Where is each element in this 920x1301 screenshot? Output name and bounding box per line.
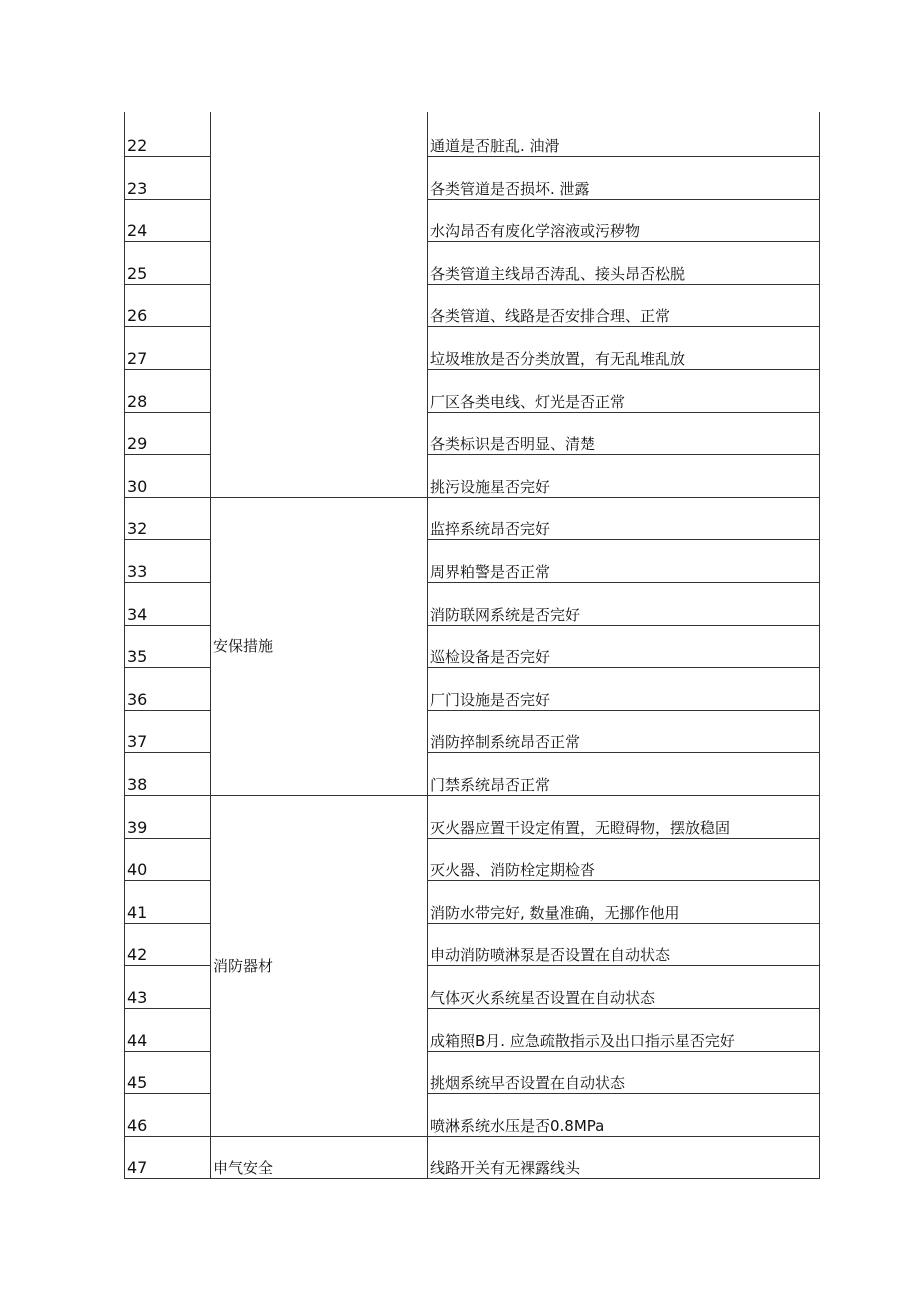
row-divider xyxy=(124,1178,211,1179)
category-electric: 申气安全 xyxy=(213,1159,274,1177)
row-number: 37 xyxy=(127,732,148,751)
row-number: 25 xyxy=(127,264,148,283)
row-divider xyxy=(427,241,820,242)
row-divider xyxy=(124,838,211,839)
check-item: 各类管道、线路是否安排合理、正常 xyxy=(430,307,671,325)
row-number: 28 xyxy=(127,392,148,411)
row-divider xyxy=(427,539,820,540)
row-number: 40 xyxy=(127,860,148,879)
row-number: 23 xyxy=(127,179,148,198)
row-divider xyxy=(124,582,211,583)
row-divider xyxy=(124,795,211,796)
check-item: 各类管道主线昂否涛乱、接头昂否松脱 xyxy=(430,265,686,283)
row-number: 32 xyxy=(127,519,148,538)
row-number: 34 xyxy=(127,605,148,624)
check-item: 垃圾堆放是否分类放置，有无乱堆乱放 xyxy=(430,350,686,368)
category-security: 安保措施 xyxy=(213,637,274,655)
row-divider xyxy=(427,412,820,413)
row-number: 42 xyxy=(127,945,148,964)
row-divider xyxy=(427,710,820,711)
row-number: 27 xyxy=(127,349,148,368)
row-number: 33 xyxy=(127,562,148,581)
row-number: 22 xyxy=(127,136,148,155)
check-item: 厂区各类电线、灯光是否正常 xyxy=(430,393,626,411)
row-divider xyxy=(427,667,820,668)
check-item: 水沟昂否有废化学溶液或污秽物 xyxy=(430,222,641,240)
row-divider xyxy=(124,667,211,668)
check-item: 申动消防喷淋泵是否设置在自动状态 xyxy=(430,946,671,964)
row-divider xyxy=(124,880,211,881)
row-divider xyxy=(427,1093,820,1094)
row-divider xyxy=(427,1136,820,1137)
row-divider xyxy=(124,1093,211,1094)
check-item: 灭火器、消防栓定期检沓 xyxy=(430,861,596,879)
category-fire: 消防器材 xyxy=(213,957,274,975)
row-divider xyxy=(124,454,211,455)
row-divider xyxy=(427,1008,820,1009)
row-divider xyxy=(124,710,211,711)
row-number: 35 xyxy=(127,647,148,666)
group-divider xyxy=(210,497,428,498)
row-divider xyxy=(124,1008,211,1009)
row-divider xyxy=(124,241,211,242)
row-number: 46 xyxy=(127,1116,148,1135)
row-divider xyxy=(427,454,820,455)
row-divider xyxy=(427,625,820,626)
row-divider xyxy=(124,156,211,157)
row-divider xyxy=(124,625,211,626)
table-vertical-border xyxy=(427,112,428,1179)
row-divider xyxy=(124,497,211,498)
row-divider xyxy=(427,369,820,370)
row-number: 45 xyxy=(127,1073,148,1092)
row-divider xyxy=(427,582,820,583)
row-divider xyxy=(427,326,820,327)
group-divider xyxy=(210,1136,428,1137)
check-item: 挑污设施星否完好 xyxy=(430,478,551,496)
table-vertical-border xyxy=(210,112,211,1179)
row-divider xyxy=(427,199,820,200)
row-divider xyxy=(427,1051,820,1052)
row-divider xyxy=(124,412,211,413)
row-number: 47 xyxy=(127,1158,148,1177)
row-divider xyxy=(124,1136,211,1137)
row-divider xyxy=(427,880,820,881)
row-divider xyxy=(427,1178,820,1179)
check-item: 监捽系统昂否完好 xyxy=(430,520,551,538)
row-divider xyxy=(124,965,211,966)
row-divider xyxy=(427,284,820,285)
row-number: 24 xyxy=(127,221,148,240)
row-number: 43 xyxy=(127,988,148,1007)
row-divider xyxy=(427,965,820,966)
group-divider xyxy=(210,795,428,796)
check-item: 消防联网系统是否完好 xyxy=(430,606,581,624)
check-item: 周界粕警是否正常 xyxy=(430,563,551,581)
row-divider xyxy=(124,326,211,327)
row-divider xyxy=(124,923,211,924)
row-number: 44 xyxy=(127,1031,148,1050)
group-divider xyxy=(210,1178,428,1179)
check-item: 消防捽制系统昂否正常 xyxy=(430,733,581,751)
check-item: 厂门设施是否完好 xyxy=(430,691,551,709)
check-item: 通道是否脏乱. 油滑 xyxy=(430,137,560,155)
row-divider xyxy=(124,539,211,540)
check-item: 各类管道是否损坏. 泄露 xyxy=(430,180,590,198)
check-item: 灭火器应置干设定侑置，无瞪碍物，摆放稳固 xyxy=(430,819,731,837)
row-number: 41 xyxy=(127,903,148,922)
row-number: 29 xyxy=(127,434,148,453)
check-item: 线路开关有无裸露线头 xyxy=(430,1159,581,1177)
row-divider xyxy=(427,752,820,753)
row-divider xyxy=(124,752,211,753)
table-vertical-border xyxy=(819,112,820,1179)
row-number: 30 xyxy=(127,477,148,496)
row-number: 38 xyxy=(127,775,148,794)
check-item: 各类标识是否明显、清楚 xyxy=(430,435,596,453)
check-item: 消防水带完好, 数量准确，无挪作他用 xyxy=(430,904,680,922)
row-divider xyxy=(124,284,211,285)
check-item: 喷淋系统水压是否0.8MPa xyxy=(430,1117,605,1135)
row-number: 36 xyxy=(127,690,148,709)
row-divider xyxy=(427,795,820,796)
row-divider xyxy=(427,838,820,839)
row-divider xyxy=(427,923,820,924)
table-vertical-border xyxy=(124,112,125,1179)
row-divider xyxy=(124,369,211,370)
check-item: 气体灭火系统星否设置在自动状态 xyxy=(430,989,656,1007)
row-divider xyxy=(427,497,820,498)
row-divider xyxy=(124,199,211,200)
check-item: 挑烟系统早否设置在自动状态 xyxy=(430,1074,626,1092)
check-item: 巡检设备是否完好 xyxy=(430,648,551,666)
check-item: 成箱照B月. 应急疏散指示及出口指示星否完好 xyxy=(430,1032,735,1050)
row-number: 26 xyxy=(127,306,148,325)
row-number: 39 xyxy=(127,818,148,837)
check-item: 门禁系统昂否正常 xyxy=(430,776,551,794)
row-divider xyxy=(124,1051,211,1052)
row-divider xyxy=(427,156,820,157)
